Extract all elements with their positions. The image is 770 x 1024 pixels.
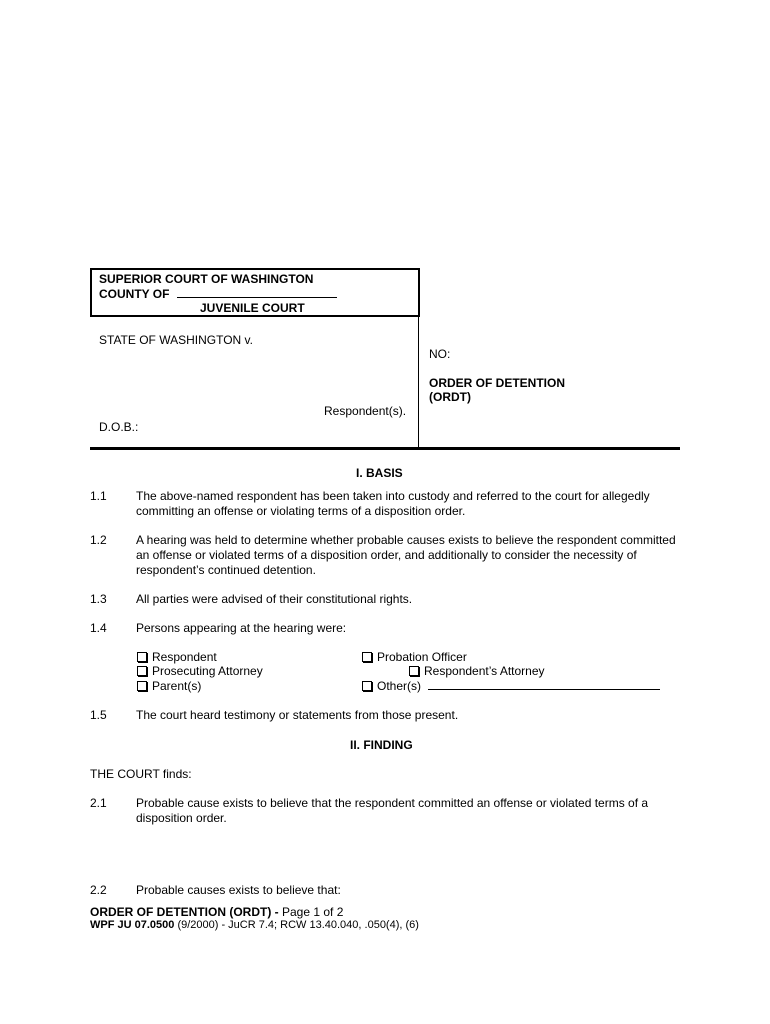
document-code: (ORDT): [429, 390, 471, 404]
item-number: 1.4: [90, 621, 107, 635]
section-heading-finding: II. FINDING: [350, 738, 413, 752]
checkbox-label: Other(s): [377, 679, 422, 693]
checkbox-label: Respondent’s Attorney: [424, 664, 545, 678]
checkbox-respondents-attorney[interactable]: [409, 664, 545, 678]
footer-form-id: WPF JU 07.0500: [90, 919, 175, 931]
item-text: Persons appearing at the hearing were:: [136, 621, 347, 635]
county-label: COUNTY OF: [99, 287, 170, 301]
county-line: [99, 287, 337, 301]
respondents-label: Respondent(s).: [324, 404, 407, 418]
checkbox-icon[interactable]: [409, 666, 419, 676]
item-text: Probable cause exists to believe that the respondent committed an offense or violated terms of a disposition order.: [136, 796, 649, 825]
checkbox-icon[interactable]: [362, 681, 372, 691]
caption-rule: [90, 447, 680, 450]
checkbox-probation-officer[interactable]: [362, 650, 467, 664]
checkbox-label: Prosecuting Attorney: [152, 664, 263, 678]
section-heading-basis: I. BASIS: [356, 466, 403, 480]
checkbox-icon[interactable]: [137, 652, 147, 662]
footer-form-line: [90, 919, 419, 931]
checkbox-respondent[interactable]: [137, 650, 217, 664]
footer-page: Page 1 of 2: [282, 905, 344, 919]
item-text: The court heard testimony or statements from those present.: [136, 708, 459, 722]
caption-divider: [418, 315, 419, 447]
item-text: A hearing was held to determine whether probable causes exists to believe the respondent committed an offense or violated terms of a disposition order, and additionally to consider the necessity of respondent’s continued detention.: [136, 533, 676, 577]
checkbox-others[interactable]: [362, 679, 660, 693]
item-number: 2.1: [90, 796, 107, 810]
checkbox-label: Respondent: [152, 650, 217, 664]
county-blank[interactable]: [177, 297, 337, 298]
checkbox-parents[interactable]: [137, 679, 201, 693]
case-parties: STATE OF WASHINGTON v.: [99, 333, 254, 347]
others-blank[interactable]: [428, 689, 660, 690]
court-division: JUVENILE COURT: [200, 301, 305, 315]
checkbox-icon[interactable]: [137, 681, 147, 691]
finding-intro: THE COURT finds:: [90, 767, 192, 781]
checkbox-icon[interactable]: [362, 652, 372, 662]
item-number: 1.1: [90, 489, 107, 503]
item-text: The above-named respondent has been taken into custody and referred to the court for allegedly committing an offense or violating terms of a disposition order.: [136, 489, 650, 518]
item-number: 1.5: [90, 708, 107, 722]
checkbox-prosecuting-attorney[interactable]: [137, 664, 263, 678]
footer-citation: (9/2000) - JuCR 7.4; RCW 13.40.040, .050(4), (6): [177, 919, 419, 931]
checkbox-label: Parent(s): [152, 679, 202, 693]
court-name: SUPERIOR COURT OF WASHINGTON: [99, 272, 314, 286]
checkbox-icon[interactable]: [137, 666, 147, 676]
case-number-label: NO:: [429, 347, 451, 361]
document-title: ORDER OF DETENTION: [429, 376, 566, 390]
item-text: Probable causes exists to believe that:: [136, 883, 341, 897]
footer-title-line: [90, 905, 343, 919]
checkbox-label: Probation Officer: [377, 650, 467, 664]
item-number: 1.2: [90, 533, 107, 547]
item-number: 2.2: [90, 883, 107, 897]
dob-label: D.O.B.:: [99, 420, 139, 434]
item-text: All parties were advised of their constitutional rights.: [136, 592, 413, 606]
footer-title: ORDER OF DETENTION (ORDT) -: [90, 905, 279, 919]
item-number: 1.3: [90, 592, 107, 606]
